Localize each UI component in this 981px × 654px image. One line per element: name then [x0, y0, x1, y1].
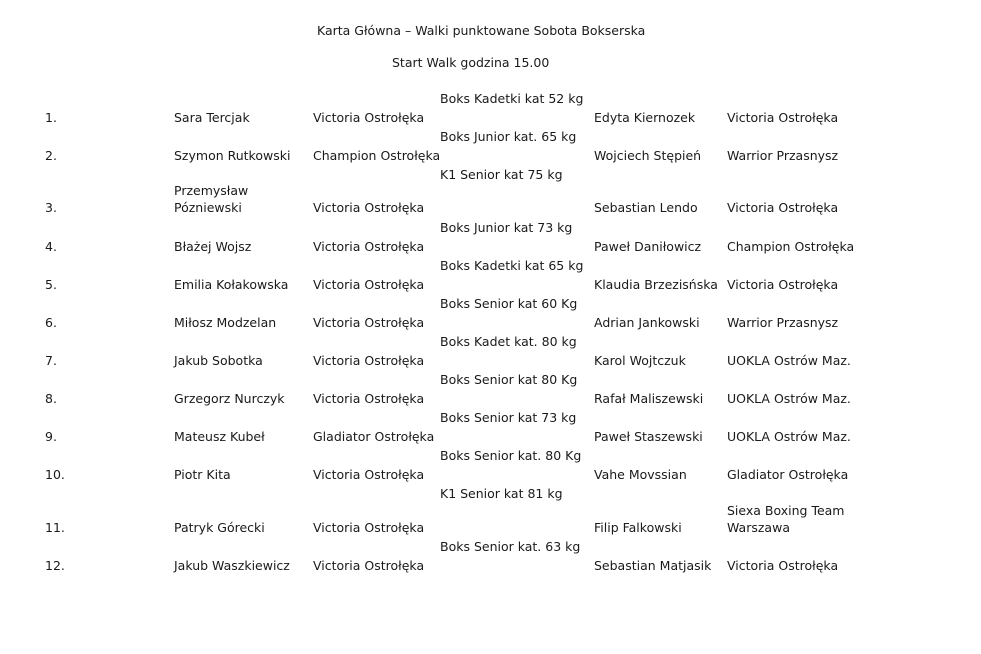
weight-category: Boks Kadet kat. 80 kg	[440, 334, 577, 349]
fighter2-name: Sebastian Matjasik	[594, 558, 712, 573]
weight-category: K1 Senior kat 81 kg	[440, 486, 563, 501]
weight-category: Boks Kadetki kat 52 kg	[440, 91, 584, 106]
fighter2-club: Siexa Boxing Team Warszawa	[727, 503, 845, 535]
bout-number: 5.	[45, 277, 57, 292]
bout-number: 8.	[45, 391, 57, 406]
fighter1-name: Mateusz Kubeł	[174, 429, 265, 444]
fighter2-name: Edyta Kiernozek	[594, 110, 696, 125]
fighter1-club: Victoria Ostrołęka	[313, 277, 425, 292]
fighter2-name: Wojciech Stępień	[594, 148, 702, 163]
bout-number: 4.	[45, 239, 57, 254]
fighter1-club: Victoria Ostrołęka	[313, 467, 425, 482]
bout-number: 12.	[45, 558, 65, 573]
fighter2-name: Klaudia Brzezisńska	[594, 277, 718, 292]
fighter1-club: Gladiator Ostrołęka	[313, 429, 435, 444]
fighter2-name: Vahe Movssian	[594, 467, 687, 482]
weight-category: Boks Junior kat 73 kg	[440, 220, 573, 235]
fighter1-club: Victoria Ostrołęka	[313, 200, 425, 215]
fighter1-name: Sara Tercjak	[174, 110, 250, 125]
fighter1-club: Victoria Ostrołęka	[313, 391, 425, 406]
bout-number: 11.	[45, 520, 65, 535]
fighter2-club: UOKLA Ostrów Maz.	[727, 429, 851, 444]
weight-category: Boks Junior kat. 65 kg	[440, 129, 577, 144]
bout-number: 6.	[45, 315, 57, 330]
fighter2-name: Filip Falkowski	[594, 520, 682, 535]
fighter2-club: Warrior Przasnysz	[727, 315, 839, 330]
weight-category: Boks Senior kat 60 Kg	[440, 296, 578, 311]
fighter2-club: UOKLA Ostrów Maz.	[727, 353, 851, 368]
fighter1-club: Victoria Ostrołęka	[313, 520, 425, 535]
fighter2-club: Victoria Ostrołęka	[727, 200, 839, 215]
fighter2-name: Paweł Daniłowicz	[594, 239, 702, 254]
bout-number: 9.	[45, 429, 57, 444]
fighter1-club: Victoria Ostrołęka	[313, 353, 425, 368]
weight-category: Boks Senior kat 73 kg	[440, 410, 577, 425]
fighter2-club: Victoria Ostrołęka	[727, 277, 839, 292]
weight-category: Boks Senior kat. 63 kg	[440, 539, 581, 554]
weight-category: Boks Kadetki kat 65 kg	[440, 258, 584, 273]
fighter2-club: Champion Ostrołęka	[727, 239, 855, 254]
fighter1-name: Emilia Kołakowska	[174, 277, 289, 292]
fighter1-name: Szymon Rutkowski	[174, 148, 291, 163]
fighter1-name: Miłosz Modzelan	[174, 315, 277, 330]
fighter2-name: Sebastian Lendo	[594, 200, 698, 215]
start-time: Start Walk godzina 15.00	[392, 55, 550, 70]
fighter1-name: Jakub Waszkiewicz	[174, 558, 290, 573]
fighter1-club: Victoria Ostrołęka	[313, 315, 425, 330]
fighter1-club: Victoria Ostrołęka	[313, 110, 425, 125]
weight-category: K1 Senior kat 75 kg	[440, 167, 563, 182]
bout-number: 2.	[45, 148, 57, 163]
fighter2-club: Gladiator Ostrołęka	[727, 467, 849, 482]
fighter1-name: Jakub Sobotka	[174, 353, 263, 368]
bout-number: 3.	[45, 200, 57, 215]
bout-number: 10.	[45, 467, 65, 482]
fighter1-name: Patryk Górecki	[174, 520, 265, 535]
fighter2-name: Paweł Staszewski	[594, 429, 703, 444]
fighter1-club: Victoria Ostrołęka	[313, 558, 425, 573]
fighter1-name: Przemysław Pózniewski	[174, 183, 249, 215]
fighter2-name: Karol Wojtczuk	[594, 353, 686, 368]
fighter2-name: Adrian Jankowski	[594, 315, 700, 330]
fighter2-club: Warrior Przasnysz	[727, 148, 839, 163]
weight-category: Boks Senior kat 80 Kg	[440, 372, 578, 387]
weight-category: Boks Senior kat. 80 Kg	[440, 448, 582, 463]
fighter2-club: Victoria Ostrołęka	[727, 110, 839, 125]
bout-number: 7.	[45, 353, 57, 368]
fighter1-club: Champion Ostrołęka	[313, 148, 441, 163]
fighter2-club: UOKLA Ostrów Maz.	[727, 391, 851, 406]
fighter2-name: Rafał Maliszewski	[594, 391, 704, 406]
fighter1-name: Piotr Kita	[174, 467, 231, 482]
fighter1-name: Błażej Wojsz	[174, 239, 252, 254]
fighter2-club: Victoria Ostrołęka	[727, 558, 839, 573]
page-title: Karta Główna – Walki punktowane Sobota Bokserska	[317, 23, 646, 38]
fighter1-name: Grzegorz Nurczyk	[174, 391, 285, 406]
bout-number: 1.	[45, 110, 57, 125]
fighter1-club: Victoria Ostrołęka	[313, 239, 425, 254]
